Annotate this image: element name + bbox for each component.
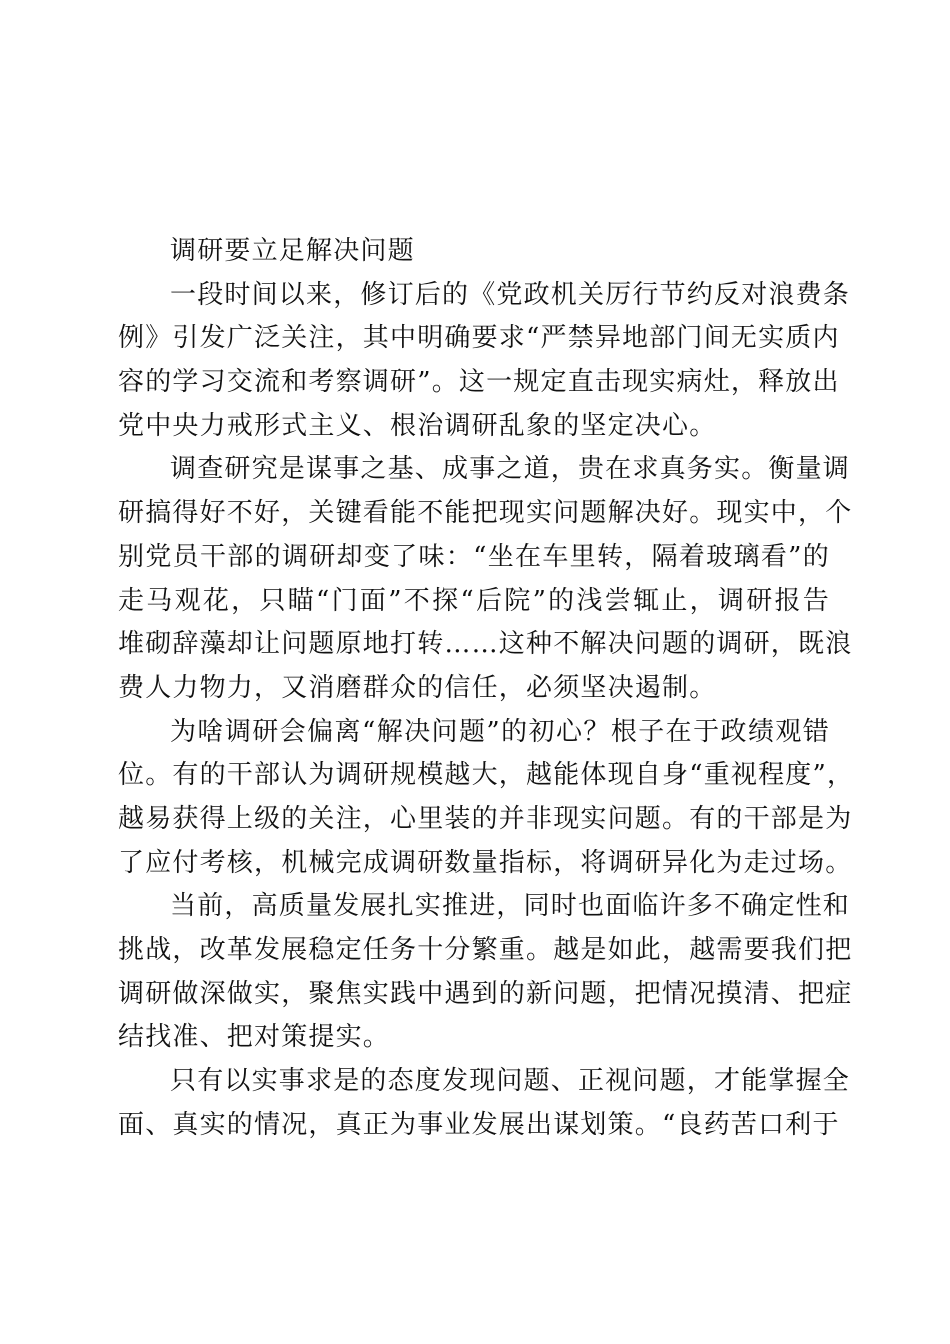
paragraph-line: 堆砌辞藻却让问题原地打转……这种不解决问题的调研，既浪 xyxy=(118,629,853,660)
paragraph-line: 只有以实事求是的态度发现问题、正视问题，才能掌握全 xyxy=(170,1066,851,1097)
paragraph-3 xyxy=(118,711,855,886)
paragraph-line: 例》引发广泛关注，其中明确要求“严禁异地部门间无实质内 xyxy=(118,323,840,354)
paragraph-2 xyxy=(118,448,853,710)
paragraph-line: 位。有的干部认为调研规模越大，越能体现自身“重视程度”， xyxy=(118,760,855,791)
paragraph-line: 一段时间以来，修订后的《党政机关厉行节约反对浪费条 xyxy=(170,279,851,310)
paragraph-4 xyxy=(118,885,853,1060)
paragraph-5 xyxy=(118,1060,851,1147)
paragraph-line: 结找准、把对策提实。 xyxy=(118,1022,391,1053)
paragraph-line: 调查研究是谋事之基、成事之道，贵在求真务实。衡量调 xyxy=(170,454,851,485)
document-body xyxy=(118,230,855,1147)
paragraph-line: 越易获得上级的关注，心里装的并非现实问题。有的干部是为 xyxy=(118,803,853,834)
paragraph-line: 走马观花，只瞄“门面”不探“后院”的浅尝辄止，调研报告 xyxy=(118,585,830,616)
paragraph-line: 面、真实的情况，真正为事业发展出谋划策。“良药苦口利于 xyxy=(118,1109,840,1140)
paragraph-line: 了应付考核，机械完成调研数量指标，将调研异化为走过场。 xyxy=(118,847,853,878)
paragraph-line: 容的学习交流和考察调研”。这一规定直击现实病灶，释放出 xyxy=(118,367,840,398)
paragraph-line: 为啥调研会偏离“解决问题”的初心？根子在于政绩观错 xyxy=(170,716,830,747)
paragraph-line: 调研做深做实，聚焦实践中遇到的新问题，把情况摸清、把症 xyxy=(118,978,853,1009)
paragraph-line: 费人力物力，又消磨群众的信任，必须坚决遏制。 xyxy=(118,672,717,703)
paragraph-line: 挑战，改革发展稳定任务十分繁重。越是如此，越需要我们把 xyxy=(118,935,853,965)
paragraph-line: 别党员干部的调研却变了味：“坐在车里转，隔着玻璃看”的 xyxy=(118,541,830,572)
paragraph-1 xyxy=(118,274,851,449)
paragraph-line: 研搞得好不好，关键看能不能把现实问题解决好。现实中，个 xyxy=(118,498,853,529)
paragraph-line: 党中央力戒形式主义、根治调研乱象的坚定决心。 xyxy=(118,410,717,441)
paragraph-line: 当前，高质量发展扎实推进，同时也面临许多不确定性和 xyxy=(170,891,851,922)
document-title: 调研要立足解决问题 xyxy=(170,236,415,266)
